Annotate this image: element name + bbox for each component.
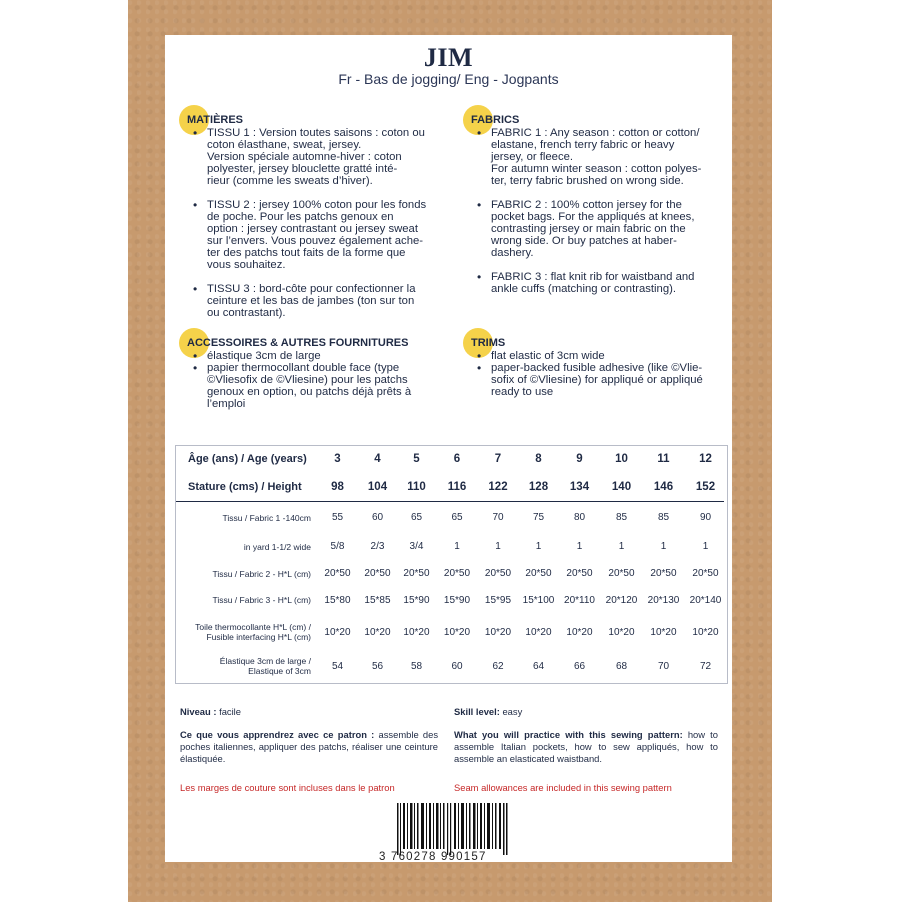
table-cell: 15*100 bbox=[522, 594, 555, 606]
table-cell: 9 bbox=[576, 453, 583, 465]
pattern-title: JIM bbox=[423, 43, 474, 72]
table-cell: 128 bbox=[528, 481, 549, 493]
table-cell: 10*20 bbox=[364, 626, 391, 638]
table-cell: 6 bbox=[453, 453, 461, 465]
table-cell: 70 bbox=[492, 512, 504, 523]
table-cell: 116 bbox=[447, 481, 467, 493]
row-label: Élastique 3cm de large / Elastique of 3cm bbox=[219, 656, 311, 676]
height-label: Stature (cms) / Height bbox=[188, 481, 302, 493]
list-item: • flat elastic of 3cm wide bbox=[491, 350, 721, 362]
table-cell: 20*50 bbox=[324, 568, 351, 579]
age-label: Âge (ans) / Age (years) bbox=[188, 453, 307, 465]
table-cell: 15*90 bbox=[403, 594, 430, 606]
en-seam-note: Seam allowances are included in this sewing pattern bbox=[454, 782, 672, 793]
fr-accessories-list bbox=[187, 350, 439, 410]
table-cell: 152 bbox=[695, 481, 716, 493]
row-label: in yard 1-1/2 wide bbox=[243, 541, 311, 552]
en-trims-section bbox=[471, 336, 721, 398]
fr-learn-value: assemble des poches italiennes, appliquer des patchs, réaliser une ceinture élastiquée. bbox=[180, 729, 439, 764]
table-cell: 1 bbox=[660, 541, 667, 552]
fr-level-value: facile bbox=[219, 706, 241, 717]
table-cell: 3/4 bbox=[409, 541, 424, 552]
table-cell: 65 bbox=[451, 512, 463, 523]
fr-learn bbox=[180, 729, 438, 765]
table-cell: 122 bbox=[488, 481, 508, 493]
row-label: Toile thermocollante H*L (cm) / Fusible interfacing H*L (cm) bbox=[195, 622, 311, 642]
table-cell: 90 bbox=[699, 512, 712, 523]
table-cell: 85 bbox=[657, 512, 670, 523]
row-label: Tissu / Fabric 1 -140cm bbox=[222, 512, 311, 523]
table-cell: 20*50 bbox=[692, 568, 719, 579]
height-row bbox=[176, 472, 727, 502]
row-label: Tissu / Fabric 3 - H*L (cm) bbox=[212, 595, 311, 605]
table-cell: 11 bbox=[657, 453, 670, 465]
table-cell: 60 bbox=[371, 512, 384, 523]
table-cell: 64 bbox=[532, 660, 545, 672]
fr-materials-list bbox=[187, 127, 439, 319]
age-row bbox=[176, 446, 727, 472]
table-row bbox=[176, 560, 727, 587]
fr-level-label: Niveau : bbox=[180, 706, 217, 717]
table-cell: 15*80 bbox=[324, 594, 351, 606]
list-item: • TISSU 2 : jersey 100% coton pour les fonds de poche. Pour les patchs genoux en option : jersey contrastant ou jersey sweat sur l’envers. Vous pouvez également ache- ter des patchs tout faits de la forme que vous souhaitez. bbox=[207, 199, 439, 271]
table-cell: 55 bbox=[331, 512, 344, 523]
table-cell: 15*95 bbox=[484, 594, 512, 606]
table-cell: 56 bbox=[371, 660, 384, 672]
fr-level bbox=[180, 706, 438, 718]
table-cell: 68 bbox=[615, 660, 628, 672]
table-cell: 5/8 bbox=[330, 541, 345, 552]
fr-materials-heading: MATIÈRES bbox=[187, 113, 439, 127]
table-cell: 10*20 bbox=[403, 626, 430, 638]
table-cell: 1 bbox=[702, 541, 709, 552]
fr-materials-section bbox=[187, 113, 439, 331]
table-cell: 10*20 bbox=[608, 626, 635, 638]
table-cell: 10*20 bbox=[692, 626, 719, 638]
en-level-value: easy bbox=[502, 706, 523, 717]
table-cell: 7 bbox=[494, 453, 502, 465]
pattern-label-sheet bbox=[165, 35, 732, 862]
table-cell: 134 bbox=[569, 481, 590, 493]
list-item: • FABRIC 1 : Any season : cotton or cotton/ elastane, french terry fabric or heavy jersey, or fleece. For autumn winter season : cotton polyes- ter, terry fabric brushed on wrong side. bbox=[491, 127, 721, 187]
table-cell: 10*20 bbox=[443, 626, 471, 638]
table-cell: 20*50 bbox=[608, 568, 635, 579]
pattern-subtitle: Fr - Bas de jogging/ Eng - Jogpants bbox=[338, 71, 559, 87]
table-cell: 20*50 bbox=[364, 568, 391, 579]
en-learn-label: What you will practice with this sewing pattern: bbox=[454, 729, 683, 740]
en-fabrics-heading: FABRICS bbox=[471, 113, 721, 127]
en-level bbox=[454, 706, 718, 718]
en-fabrics-list bbox=[471, 127, 721, 295]
fr-accessories-section bbox=[187, 336, 439, 410]
table-cell: 146 bbox=[653, 481, 674, 493]
en-trims-heading: TRIMS bbox=[471, 336, 721, 350]
header-divider bbox=[176, 501, 724, 502]
list-item: • paper-backed fusible adhesive (like ©Vlie- sofix of ©Vliesine) for appliqué or appliqué ready to use bbox=[491, 362, 721, 398]
table-cell: 1 bbox=[535, 541, 542, 552]
table-cell: 66 bbox=[573, 660, 586, 672]
table-cell: 15*85 bbox=[364, 594, 391, 606]
table-cell: 20*110 bbox=[564, 594, 595, 606]
en-trims-list bbox=[471, 350, 721, 398]
table-cell: 20*50 bbox=[650, 568, 677, 579]
table-cell: 20*50 bbox=[525, 568, 552, 579]
table-cell: 65 bbox=[410, 512, 423, 523]
table-row bbox=[176, 533, 727, 560]
table-row bbox=[176, 613, 727, 651]
table-cell: 70 bbox=[657, 660, 670, 672]
list-item: • FABRIC 2 : 100% cotton jersey for the pocket bags. For the appliqués at knees, contrasting jersey or main fabric on the wrong side. Or buy patches at haber- dashery. bbox=[491, 199, 721, 259]
en-fabrics-section bbox=[471, 113, 721, 307]
fr-learn-label: Ce que vous apprendrez avec ce patron : bbox=[180, 729, 375, 740]
table-cell: 54 bbox=[331, 660, 344, 672]
table-cell: 1 bbox=[454, 541, 460, 552]
table-cell: 1 bbox=[495, 541, 501, 552]
table-cell: 62 bbox=[492, 660, 504, 672]
en-learn-value: how to assemble Italian pockets, how to sew appliqués, how to assemble an elasticated waistband. bbox=[454, 729, 718, 764]
fr-seam-note: Les marges de couture sont incluses dans le patron bbox=[180, 782, 395, 793]
table-cell: 10 bbox=[615, 453, 628, 465]
table-cell: 20*50 bbox=[566, 568, 593, 579]
table-row bbox=[176, 502, 727, 533]
table-cell: 20*140 bbox=[689, 594, 722, 606]
table-cell: 20*50 bbox=[403, 568, 430, 579]
table-cell: 20*50 bbox=[443, 568, 471, 579]
table-cell: 75 bbox=[532, 512, 545, 523]
table-cell: 104 bbox=[367, 481, 388, 493]
table-cell: 80 bbox=[573, 512, 586, 523]
en-learn bbox=[454, 729, 718, 765]
list-item: • élastique 3cm de large bbox=[207, 350, 439, 362]
list-item: • TISSU 1 : Version toutes saisons : coton ou coton élasthane, sweat, jersey. Version spéciale automne-hiver : coton polyester, jersey blouclette gratté inté- rieur (comme les sweats d’hiver). bbox=[207, 127, 439, 187]
table-cell: 4 bbox=[374, 453, 381, 465]
table-row bbox=[176, 651, 727, 681]
barcode-number: 3 760278 990157 bbox=[379, 851, 487, 863]
table-cell: 2/3 bbox=[370, 541, 385, 552]
table-cell: 20*50 bbox=[484, 568, 512, 579]
table-cell: 3 bbox=[334, 453, 341, 465]
table-cell: 140 bbox=[611, 481, 632, 493]
table-cell: 58 bbox=[410, 660, 423, 672]
list-item: • papier thermocollant double face (type ©Vliesofix de ©Vliesine) pour les patchs genoux en option, ou patchs déjà prêts à l’emploi bbox=[207, 362, 439, 410]
table-cell: 85 bbox=[615, 512, 628, 523]
table-cell: 10*20 bbox=[566, 626, 593, 638]
size-chart bbox=[175, 445, 728, 684]
table-cell: 12 bbox=[699, 453, 712, 465]
barcode-icon bbox=[397, 803, 509, 855]
fr-accessories-heading: ACCESSOIRES & AUTRES FOURNITURES bbox=[187, 336, 439, 350]
table-cell: 98 bbox=[331, 481, 344, 493]
table-cell: 8 bbox=[535, 453, 542, 465]
table-cell: 5 bbox=[413, 453, 420, 465]
size-table bbox=[176, 446, 727, 681]
table-cell: 110 bbox=[407, 481, 426, 493]
list-item: • FABRIC 3 : flat knit rib for waistband and ankle cuffs (matching or contrasting). bbox=[491, 271, 721, 295]
table-cell: 10*20 bbox=[484, 626, 512, 638]
row-label: Tissu / Fabric 2 - H*L (cm) bbox=[212, 568, 311, 579]
table-cell: 10*20 bbox=[650, 626, 677, 638]
table-cell: 10*20 bbox=[525, 626, 552, 638]
list-item: • TISSU 3 : bord-côte pour confectionner la ceinture et les bas de jambes (ton sur ton ou contrastant). bbox=[207, 283, 439, 319]
table-cell: 15*90 bbox=[443, 594, 471, 606]
table-cell: 1 bbox=[576, 541, 583, 552]
table-cell: 10*20 bbox=[324, 626, 351, 638]
table-cell: 1 bbox=[618, 541, 625, 552]
table-cell: 60 bbox=[451, 660, 463, 672]
table-cell: 20*130 bbox=[647, 594, 680, 606]
en-level-label: Skill level: bbox=[454, 706, 500, 717]
table-cell: 20*120 bbox=[605, 594, 638, 606]
table-cell: 72 bbox=[699, 660, 712, 672]
table-row bbox=[176, 587, 727, 613]
